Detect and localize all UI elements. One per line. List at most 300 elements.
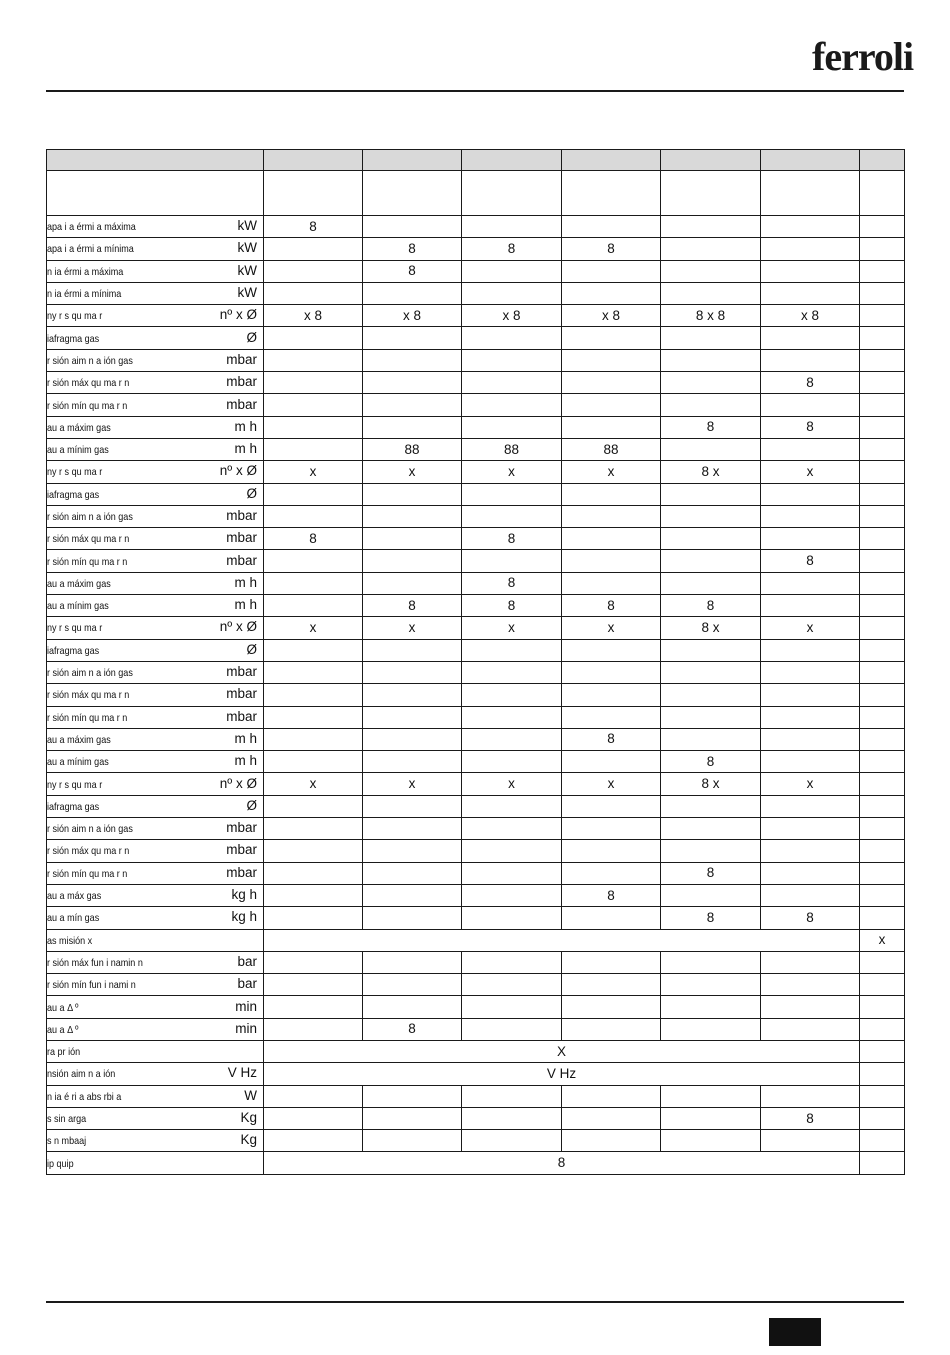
value-cell xyxy=(264,1107,363,1129)
value-cell xyxy=(661,505,761,527)
value-cell xyxy=(661,1130,761,1152)
value-cell xyxy=(264,884,363,906)
value-cell: x 8 xyxy=(363,305,462,327)
row-unit: mbar xyxy=(226,864,257,880)
row-unit: mbar xyxy=(226,530,257,546)
row-label-cell xyxy=(47,349,264,371)
value-cell xyxy=(562,974,661,996)
row-label-cell xyxy=(47,528,264,550)
value-cell xyxy=(860,528,905,550)
value-cell xyxy=(661,1107,761,1129)
table-row xyxy=(47,305,905,327)
value-cell xyxy=(860,884,905,906)
table-row xyxy=(47,1063,905,1085)
value-cell xyxy=(562,818,661,840)
value-cell xyxy=(363,974,462,996)
value-cell: x xyxy=(264,617,363,639)
value-cell xyxy=(761,595,860,617)
specifications-table xyxy=(46,149,905,1175)
model-header-cell xyxy=(661,171,761,216)
model-header-cell xyxy=(264,171,363,216)
row-label-cell xyxy=(47,840,264,862)
value-cell: x xyxy=(264,773,363,795)
table-row xyxy=(47,550,905,572)
value-cell xyxy=(661,974,761,996)
table-row xyxy=(47,260,905,282)
table-row xyxy=(47,795,905,817)
row-unit: nº x Ø xyxy=(219,307,257,323)
row-unit: mbar xyxy=(226,351,257,367)
value-cell xyxy=(761,349,860,371)
table-row xyxy=(47,595,905,617)
value-cell xyxy=(363,572,462,594)
value-cell xyxy=(562,505,661,527)
value-cell xyxy=(860,1018,905,1040)
row-label-cell xyxy=(47,884,264,906)
row-unit: mbar xyxy=(226,708,257,724)
spanned-value-cell: 8 xyxy=(264,1152,860,1174)
value-cell xyxy=(363,416,462,438)
value-cell xyxy=(264,661,363,683)
value-cell xyxy=(363,862,462,884)
value-cell xyxy=(860,840,905,862)
value-cell xyxy=(462,550,562,572)
value-cell xyxy=(264,907,363,929)
value-cell: 8 xyxy=(761,550,860,572)
value-cell xyxy=(363,684,462,706)
table-row xyxy=(47,1107,905,1129)
row-label: ra pr ión xyxy=(47,1046,81,1059)
table-row xyxy=(47,349,905,371)
row-unit: Kg xyxy=(240,1110,257,1126)
value-cell xyxy=(562,260,661,282)
row-label: au a máxim gas xyxy=(47,421,111,434)
value-cell xyxy=(661,795,761,817)
row-label-cell xyxy=(47,327,264,349)
value-cell xyxy=(264,751,363,773)
value-cell xyxy=(860,572,905,594)
value-cell xyxy=(761,862,860,884)
value-cell xyxy=(462,216,562,238)
value-cell: 8 xyxy=(761,372,860,394)
value-cell xyxy=(860,996,905,1018)
value-cell xyxy=(761,639,860,661)
row-unit: V Hz xyxy=(227,1065,257,1081)
table-row xyxy=(47,1018,905,1040)
value-cell xyxy=(562,349,661,371)
row-unit: kg h xyxy=(231,909,257,925)
value-cell: 8 xyxy=(562,238,661,260)
value-cell xyxy=(661,840,761,862)
row-label: nsión aim n a ión xyxy=(47,1068,116,1081)
value-cell xyxy=(264,1130,363,1152)
value-cell xyxy=(264,349,363,371)
value-cell xyxy=(761,661,860,683)
value-cell xyxy=(264,483,363,505)
row-label-cell xyxy=(47,1063,264,1085)
value-cell xyxy=(661,996,761,1018)
value-cell xyxy=(761,974,860,996)
value-cell xyxy=(860,416,905,438)
value-cell xyxy=(363,550,462,572)
header-cell xyxy=(363,150,462,171)
value-cell: 8 xyxy=(661,595,761,617)
value-cell xyxy=(661,728,761,750)
header-cell xyxy=(47,150,264,171)
row-unit: kW xyxy=(237,218,257,234)
value-cell xyxy=(562,394,661,416)
row-label-cell xyxy=(47,795,264,817)
value-cell xyxy=(860,773,905,795)
row-label-cell xyxy=(47,728,264,750)
value-cell xyxy=(860,661,905,683)
table-row xyxy=(47,505,905,527)
row-unit: Ø xyxy=(246,485,257,501)
row-unit: nº x Ø xyxy=(219,775,257,791)
value-cell xyxy=(860,483,905,505)
value-cell xyxy=(761,216,860,238)
row-unit: m h xyxy=(234,753,257,769)
row-label: ny r s qu ma r xyxy=(47,622,103,635)
row-label-cell xyxy=(47,996,264,1018)
table-row xyxy=(47,1152,905,1174)
value-cell xyxy=(363,907,462,929)
value-cell xyxy=(761,706,860,728)
value-cell xyxy=(562,639,661,661)
row-unit: m h xyxy=(234,418,257,434)
value-cell xyxy=(860,461,905,483)
value-cell xyxy=(264,1018,363,1040)
value-cell xyxy=(562,684,661,706)
row-unit: W xyxy=(244,1087,257,1103)
row-label: r sión mín qu ma r n xyxy=(47,399,128,412)
table-row xyxy=(47,884,905,906)
value-cell: x xyxy=(363,773,462,795)
spanned-value-cell: X xyxy=(264,1040,860,1062)
value-cell xyxy=(661,572,761,594)
value-cell xyxy=(363,728,462,750)
value-cell xyxy=(661,438,761,460)
value-cell xyxy=(562,372,661,394)
table-row xyxy=(47,282,905,304)
value-cell: 8 xyxy=(661,907,761,929)
value-cell xyxy=(363,706,462,728)
value-cell xyxy=(562,706,661,728)
value-cell xyxy=(462,951,562,973)
value-cell xyxy=(462,751,562,773)
value-cell xyxy=(264,572,363,594)
value-cell xyxy=(860,1107,905,1129)
row-label: r sión aim n a ión gas xyxy=(47,823,133,836)
value-cell xyxy=(860,795,905,817)
value-cell xyxy=(860,974,905,996)
value-cell xyxy=(462,795,562,817)
value-cell xyxy=(462,1130,562,1152)
value-cell xyxy=(363,884,462,906)
value-cell xyxy=(462,349,562,371)
row-unit: m h xyxy=(234,441,257,457)
value-cell xyxy=(860,349,905,371)
value-cell xyxy=(264,684,363,706)
value-cell xyxy=(562,951,661,973)
table-row xyxy=(47,951,905,973)
value-cell xyxy=(661,349,761,371)
value-cell xyxy=(462,884,562,906)
value-cell xyxy=(264,416,363,438)
value-cell xyxy=(264,706,363,728)
value-cell xyxy=(860,238,905,260)
value-cell: 8 xyxy=(661,751,761,773)
ferroli-logo: ferroli xyxy=(812,34,914,79)
row-label-cell xyxy=(47,751,264,773)
table-row xyxy=(47,216,905,238)
row-label-cell xyxy=(47,617,264,639)
row-label: apa i a érmi a mínima xyxy=(47,243,134,256)
value-cell: 8 xyxy=(363,238,462,260)
value-cell xyxy=(761,795,860,817)
value-cell: 8 xyxy=(661,416,761,438)
row-label: r sión máx qu ma r n xyxy=(47,845,130,858)
row-label: r sión aim n a ión gas xyxy=(47,354,133,367)
table-row xyxy=(47,438,905,460)
value-cell xyxy=(761,884,860,906)
value-cell xyxy=(363,1085,462,1107)
value-cell xyxy=(860,706,905,728)
value-cell xyxy=(761,751,860,773)
row-label-cell xyxy=(47,416,264,438)
value-cell xyxy=(462,996,562,1018)
value-cell xyxy=(860,1085,905,1107)
value-cell xyxy=(363,1130,462,1152)
value-cell xyxy=(462,1107,562,1129)
value-cell xyxy=(661,483,761,505)
value-cell xyxy=(860,505,905,527)
value-cell: 8 xyxy=(363,595,462,617)
value-cell xyxy=(761,394,860,416)
value-cell xyxy=(860,818,905,840)
table-row xyxy=(47,929,905,951)
value-cell xyxy=(860,1063,905,1085)
value-cell: x xyxy=(462,461,562,483)
row-label-cell xyxy=(47,282,264,304)
value-cell xyxy=(562,550,661,572)
value-cell xyxy=(462,1018,562,1040)
value-cell xyxy=(462,505,562,527)
row-label-cell xyxy=(47,238,264,260)
row-label-cell xyxy=(47,595,264,617)
row-unit: mbar xyxy=(226,820,257,836)
value-cell xyxy=(860,305,905,327)
value-cell xyxy=(860,260,905,282)
value-cell: 8 xyxy=(761,416,860,438)
value-cell xyxy=(860,438,905,460)
value-cell xyxy=(462,818,562,840)
model-header-cell xyxy=(47,171,264,216)
row-label: r sión mín qu ma r n xyxy=(47,711,128,724)
row-unit: mbar xyxy=(226,842,257,858)
value-cell xyxy=(661,550,761,572)
value-cell xyxy=(860,862,905,884)
model-header-cell xyxy=(363,171,462,216)
row-label-cell xyxy=(47,951,264,973)
value-cell xyxy=(264,951,363,973)
row-label: r sión aim n a ión gas xyxy=(47,667,133,680)
value-cell: x xyxy=(363,461,462,483)
value-cell xyxy=(860,372,905,394)
value-cell xyxy=(264,974,363,996)
row-label: r sión máx qu ma r n xyxy=(47,533,130,546)
value-cell xyxy=(860,751,905,773)
value-cell xyxy=(264,795,363,817)
value-cell xyxy=(462,706,562,728)
footer-rule xyxy=(46,1301,904,1303)
header-cell xyxy=(264,150,363,171)
value-cell xyxy=(562,327,661,349)
row-label-cell xyxy=(47,1152,264,1174)
value-cell xyxy=(761,840,860,862)
value-cell xyxy=(363,216,462,238)
row-label-cell xyxy=(47,372,264,394)
value-cell xyxy=(661,684,761,706)
value-cell xyxy=(264,1085,363,1107)
value-cell xyxy=(860,907,905,929)
row-label: n ia érmi a máxima xyxy=(47,265,124,278)
row-label: ny r s qu ma r xyxy=(47,310,103,323)
row-label: s sin arga xyxy=(47,1113,87,1126)
value-cell xyxy=(462,416,562,438)
value-cell xyxy=(462,907,562,929)
row-label: ny r s qu ma r xyxy=(47,466,103,479)
row-label: ip quip xyxy=(47,1157,74,1170)
header-band-row xyxy=(47,150,905,171)
value-cell: x xyxy=(562,773,661,795)
value-cell: x 8 xyxy=(761,305,860,327)
value-cell xyxy=(562,907,661,929)
row-label: au a máx gas xyxy=(47,890,102,903)
value-cell: 8 x 8 xyxy=(661,305,761,327)
value-cell: x xyxy=(462,617,562,639)
table-row xyxy=(47,773,905,795)
row-label-cell xyxy=(47,1040,264,1062)
header-cell xyxy=(462,150,562,171)
value-cell xyxy=(562,661,661,683)
value-cell xyxy=(860,684,905,706)
header-cell xyxy=(661,150,761,171)
row-label: au a mínim gas xyxy=(47,756,109,769)
value-cell: 8 x xyxy=(661,617,761,639)
value-cell xyxy=(264,840,363,862)
value-cell xyxy=(363,394,462,416)
row-label: au a máxim gas xyxy=(47,577,111,590)
value-cell: x 8 xyxy=(264,305,363,327)
row-unit: kW xyxy=(237,240,257,256)
page-number-box xyxy=(769,1318,821,1346)
row-label-cell xyxy=(47,483,264,505)
row-label: r sión máx fun i namin n xyxy=(47,956,143,969)
value-cell: 8 xyxy=(363,1018,462,1040)
row-label: as misión x xyxy=(47,934,93,947)
value-cell xyxy=(562,862,661,884)
value-cell xyxy=(860,1152,905,1174)
row-label-cell xyxy=(47,394,264,416)
value-cell xyxy=(462,661,562,683)
value-cell xyxy=(363,840,462,862)
value-cell xyxy=(264,996,363,1018)
value-cell xyxy=(363,818,462,840)
row-unit: kW xyxy=(237,262,257,278)
value-cell xyxy=(860,1130,905,1152)
row-unit: nº x Ø xyxy=(219,619,257,635)
value-cell xyxy=(761,1018,860,1040)
value-cell xyxy=(363,327,462,349)
table-row xyxy=(47,751,905,773)
value-cell xyxy=(363,996,462,1018)
table-row xyxy=(47,528,905,550)
row-unit: mbar xyxy=(226,396,257,412)
value-cell xyxy=(264,438,363,460)
table-row xyxy=(47,639,905,661)
row-label: iafragma gas xyxy=(47,488,100,501)
table-row xyxy=(47,394,905,416)
value-cell xyxy=(264,505,363,527)
row-label-cell xyxy=(47,907,264,929)
value-cell: x xyxy=(761,617,860,639)
value-cell xyxy=(264,282,363,304)
header-rule xyxy=(46,90,904,92)
value-cell xyxy=(761,505,860,527)
row-unit: bar xyxy=(237,976,257,992)
row-label: iafragma gas xyxy=(47,800,100,813)
value-cell xyxy=(761,260,860,282)
value-cell xyxy=(562,751,661,773)
value-cell xyxy=(462,327,562,349)
table-row xyxy=(47,996,905,1018)
row-label-cell xyxy=(47,1107,264,1129)
value-cell xyxy=(562,996,661,1018)
value-cell xyxy=(661,639,761,661)
value-cell: 8 xyxy=(562,884,661,906)
value-cell xyxy=(264,372,363,394)
value-cell xyxy=(462,840,562,862)
value-cell xyxy=(761,684,860,706)
value-cell: 88 xyxy=(462,438,562,460)
row-label-cell xyxy=(47,639,264,661)
row-label-cell xyxy=(47,550,264,572)
row-label: r sión mín qu ma r n xyxy=(47,555,128,568)
value-cell: x xyxy=(562,461,661,483)
value-cell xyxy=(562,416,661,438)
value-cell xyxy=(562,1130,661,1152)
value-cell xyxy=(363,1107,462,1129)
value-cell xyxy=(661,661,761,683)
value-cell xyxy=(462,260,562,282)
model-header-cell xyxy=(761,171,860,216)
row-unit: Ø xyxy=(246,641,257,657)
value-cell xyxy=(860,951,905,973)
value-cell xyxy=(562,1085,661,1107)
value-cell xyxy=(562,528,661,550)
table-row xyxy=(47,461,905,483)
table-row xyxy=(47,1085,905,1107)
value-cell: 8 xyxy=(363,260,462,282)
value-cell xyxy=(264,260,363,282)
value-cell xyxy=(264,728,363,750)
row-label-cell xyxy=(47,661,264,683)
value-cell xyxy=(562,572,661,594)
row-label: au a mínim gas xyxy=(47,600,109,613)
row-label: r sión aim n a ión gas xyxy=(47,511,133,523)
row-unit: Ø xyxy=(246,329,257,345)
